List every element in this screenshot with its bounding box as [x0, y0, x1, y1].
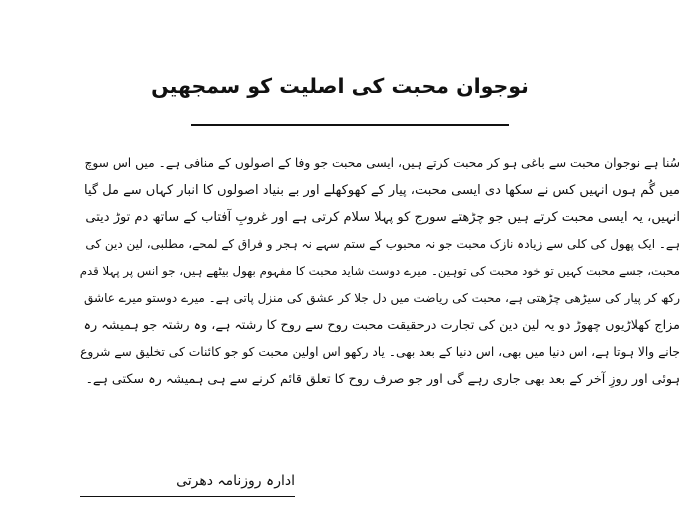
credit-underline	[80, 496, 295, 497]
body-line: انہیں، یہ ایسی محبت کرتے ہیں جو چڑھتے سورج کو پہلا سلام کرتی ہے اور غروبِ آفتاب کے ساتھ دم توڑ دیتی	[85, 210, 680, 225]
body-line: جانے والا ہوتا ہے، اس دنیا میں بھی، اس دنیا کے بعد بھی۔ یاد رکھو اس اولین محبت کو جو کائنات کی تخلیق سے شروع	[80, 345, 680, 359]
body-line: مزاج کھلاڑیوں چھوڑ دو یہ لین دین کی تجارت درحقیقت محبت روح سے روح کا رشتہ ہے، وہ رشتہ جو ہمیشہ رہ	[83, 318, 680, 333]
article-credit: ادارہ روزنامہ دھرتی	[176, 473, 295, 489]
body-line: رکھ کر پیار کی سیڑھی چڑھتی ہے، محبت کی ریاضت میں دل جلا کر عشق کی منزل پاتی ہے۔ میرے دوستو میرے عاشق	[84, 291, 680, 305]
article-title: نوجوان محبت کی اصلیت کو سمجھیں	[151, 74, 529, 98]
body-line: سُنا ہے نوجوان محبت سے باغی ہو کر محبت کرتے ہیں، ایسی محبت جو وفا کے اصولوں کے منافی ہے۔ میں اس سوچ	[84, 156, 680, 170]
title-underline	[191, 124, 509, 126]
body-line: ہوئی اور روزِ آخر کے بعد بھی جاری رہے گی اور جو صرف روح کا تعلق قائم کرنے سے ہی ہمیشہ رہ سکتی ہے۔	[85, 372, 680, 387]
body-line: ہے۔ ایک پھول کی کلی سے زیادہ نازک محبت جو نہ محبوب کے ستم سہے نہ ہجر و فراق کے لمحے، مطلبی، لین دین کی	[85, 237, 680, 251]
body-line: محبت، جسے محبت کہیں تو خود محبت کی توہین۔ میرے دوست شاید محبت کا مفہوم بھول بیٹھے ہیں، جو انس پر پہلا قدم	[80, 264, 680, 278]
article-body	[80, 150, 680, 393]
body-line: میں گُم ہوں انہیں کس نے سکھا دی ایسی محبت، پیار کے کھوکھلے اور بے بنیاد اصولوں کا انبار کہاں سے مل گیا	[83, 183, 680, 198]
